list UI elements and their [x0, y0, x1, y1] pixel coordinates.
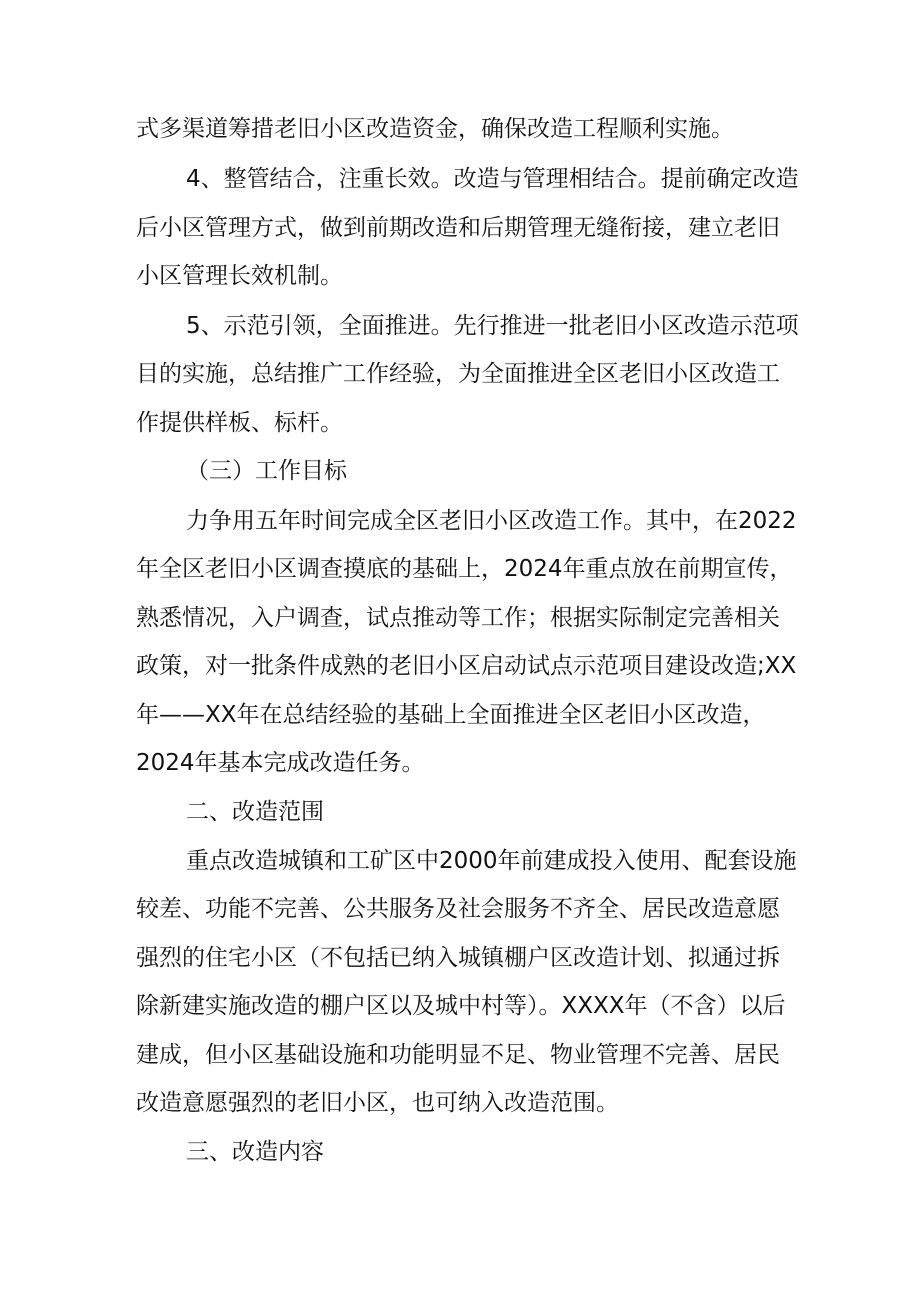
paragraph-line: 改造意愿强烈的老旧小区，也可纳入改造范围。: [136, 1090, 619, 1116]
section-heading: （三）工作目标: [186, 458, 347, 484]
paragraph-line: 熟悉情况，入户调查，试点推动等工作；根据实际制定完善相关: [136, 605, 780, 631]
paragraph-line: 除新建实施改造的棚户区以及城中村等）。XXXX年（不含）以后: [136, 993, 786, 1019]
paragraph-line: 小区管理长效机制。: [136, 263, 343, 289]
paragraph-line: 强烈的住宅小区（不包括已纳入城镇棚户区改造计划、拟通过拆: [136, 945, 780, 971]
paragraph-line: 年——XX年在总结经验的基础上全面推进全区老旧小区改造，: [136, 702, 766, 728]
paragraph-line: 作提供样板、标杆。: [136, 410, 343, 436]
paragraph-line: 式多渠道筹措老旧小区改造资金，确保改造工程顺利实施。: [136, 116, 734, 142]
section-heading: 三、改造内容: [186, 1139, 324, 1165]
paragraph-line: 政策，对一批条件成熟的老旧小区启动试点示范项目建设改造;XX: [136, 653, 797, 679]
paragraph-line: 4、整管结合，注重长效。改造与管理相结合。提前确定改造: [186, 166, 799, 192]
paragraph-line: 较差、功能不完善、公共服务及社会服务不齐全、居民改造意愿: [136, 896, 780, 922]
paragraph-line: 力争用五年时间完成全区老旧小区改造工作。其中，在2022: [186, 508, 797, 534]
paragraph-line: 后小区管理方式，做到前期改造和后期管理无缝衔接，建立老旧: [136, 215, 780, 241]
paragraph-line: 目的实施，总结推广工作经验，为全面推进全区老旧小区改造工: [136, 361, 780, 387]
section-heading: 二、改造范围: [186, 799, 324, 825]
paragraph-line: 建成，但小区基础设施和功能明显不足、物业管理不完善、居民: [136, 1042, 780, 1068]
paragraph-line: 年全区老旧小区调查摸底的基础上，2024年重点放在前期宣传，: [136, 556, 793, 582]
paragraph-line: 5、示范引领，全面推进。先行推进一批老旧小区改造示范项: [186, 313, 799, 339]
paragraph-line: 2024年基本完成改造任务。: [136, 750, 425, 776]
paragraph-line: 重点改造城镇和工矿区中2000年前建成投入使用、配套设施: [186, 848, 797, 874]
